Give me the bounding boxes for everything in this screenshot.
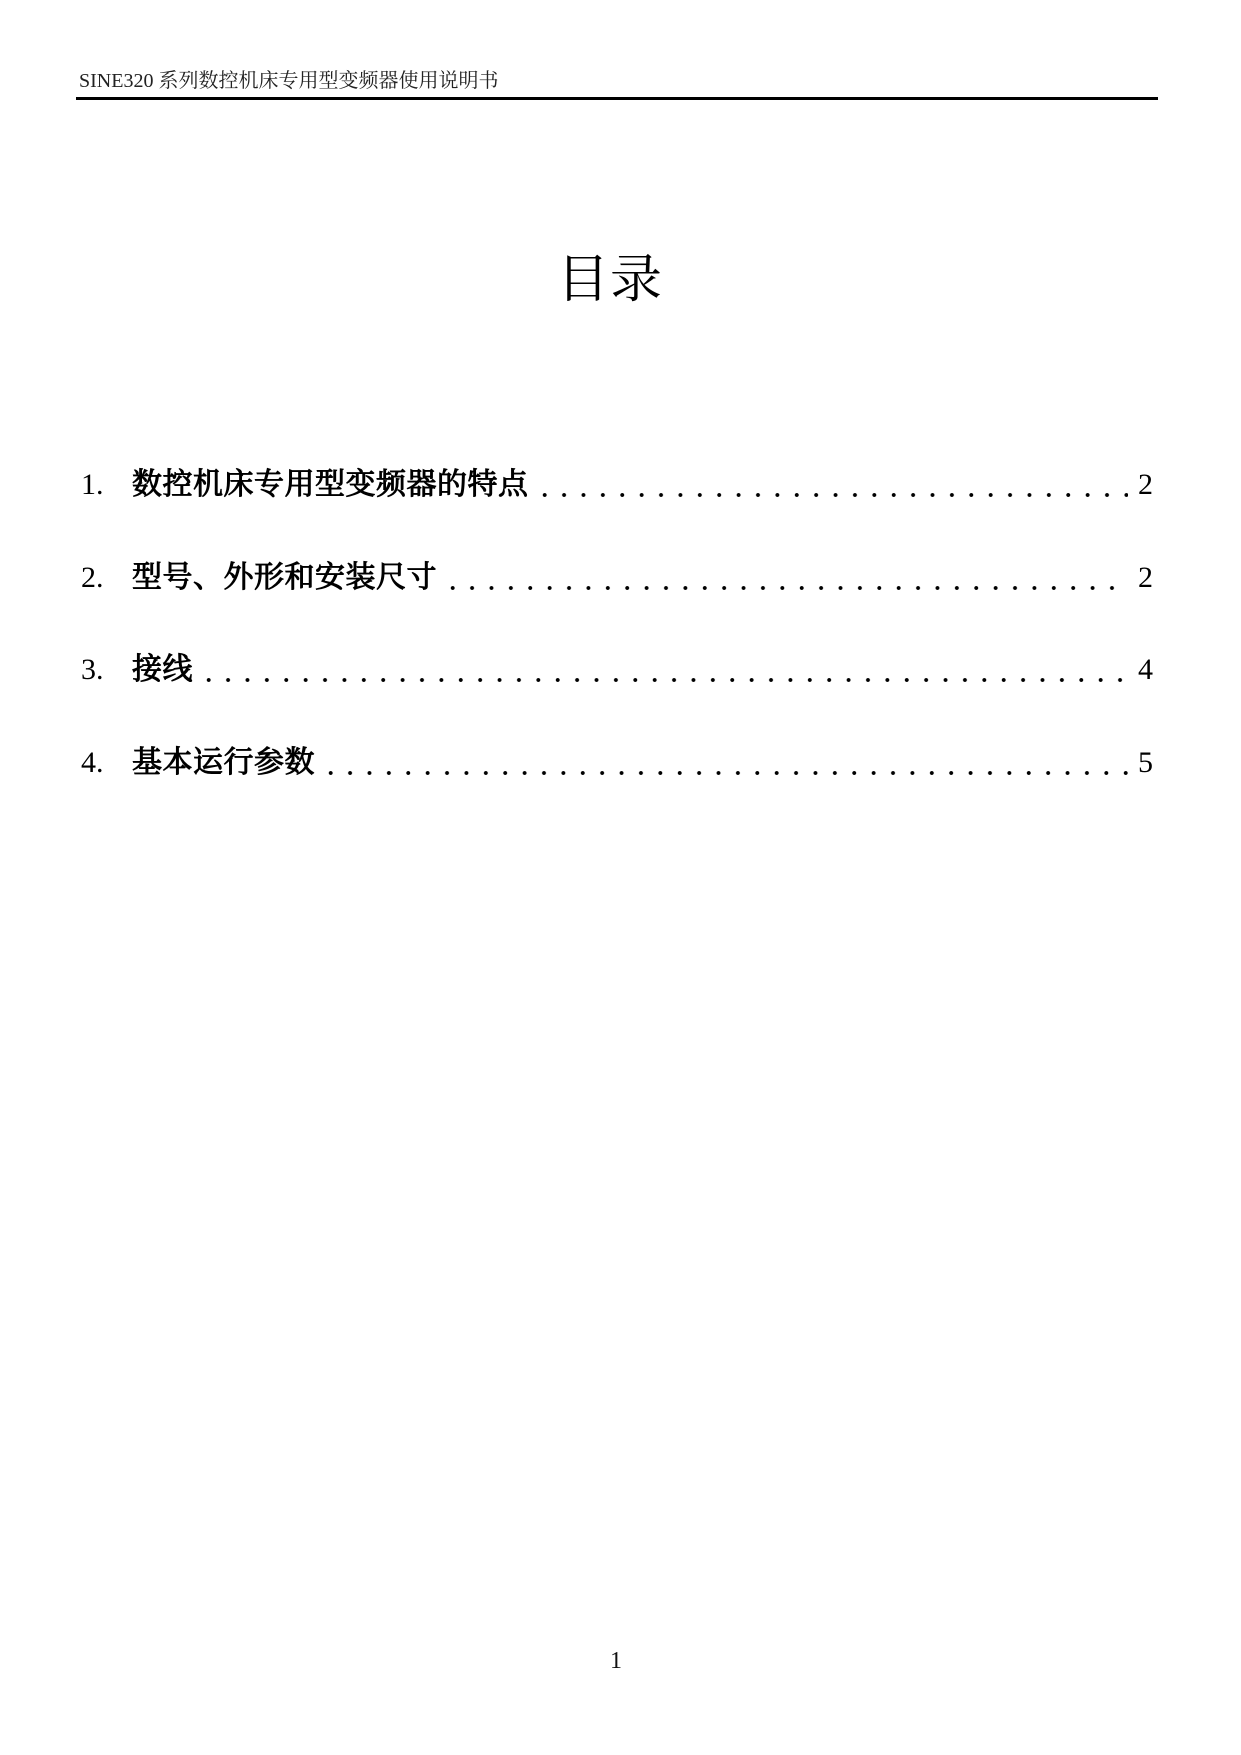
- toc-entry-page: 2: [1138, 468, 1153, 501]
- toc-entry-1[interactable]: [81, 465, 1153, 505]
- toc-dot-leader: [321, 743, 1128, 783]
- toc-entry-label: 基本运行参数: [132, 744, 315, 780]
- toc-entry-2[interactable]: [81, 558, 1153, 598]
- header-rule: [76, 97, 1158, 100]
- toc-entry-number: 3.: [81, 653, 104, 686]
- toc-entry-page: 4: [1138, 653, 1153, 686]
- toc-list: [81, 465, 1153, 835]
- toc-entry-page: 2: [1138, 560, 1153, 594]
- toc-entry-3[interactable]: [81, 650, 1153, 690]
- running-header: SINE320 系列数控机床专用型变频器使用说明书: [79, 70, 499, 92]
- toc-dot-leader: [535, 465, 1129, 505]
- toc-entry-label: 数控机床专用型变频器的特点: [132, 467, 529, 502]
- toc-entry-label: 型号、外形和安装尺寸: [132, 559, 437, 595]
- toc-entry-number: 1.: [81, 468, 104, 501]
- toc-entry-label: 接线: [132, 652, 193, 687]
- page-number: 1: [610, 1648, 622, 1674]
- toc-dot-leader: [443, 558, 1128, 598]
- toc-title: 目录: [557, 250, 664, 310]
- toc-dot-leader: [199, 650, 1128, 690]
- toc-entry-4[interactable]: [81, 743, 1153, 783]
- toc-entry-page: 5: [1138, 745, 1153, 779]
- toc-entry-number: 4.: [81, 745, 104, 779]
- toc-entry-number: 2.: [81, 560, 104, 594]
